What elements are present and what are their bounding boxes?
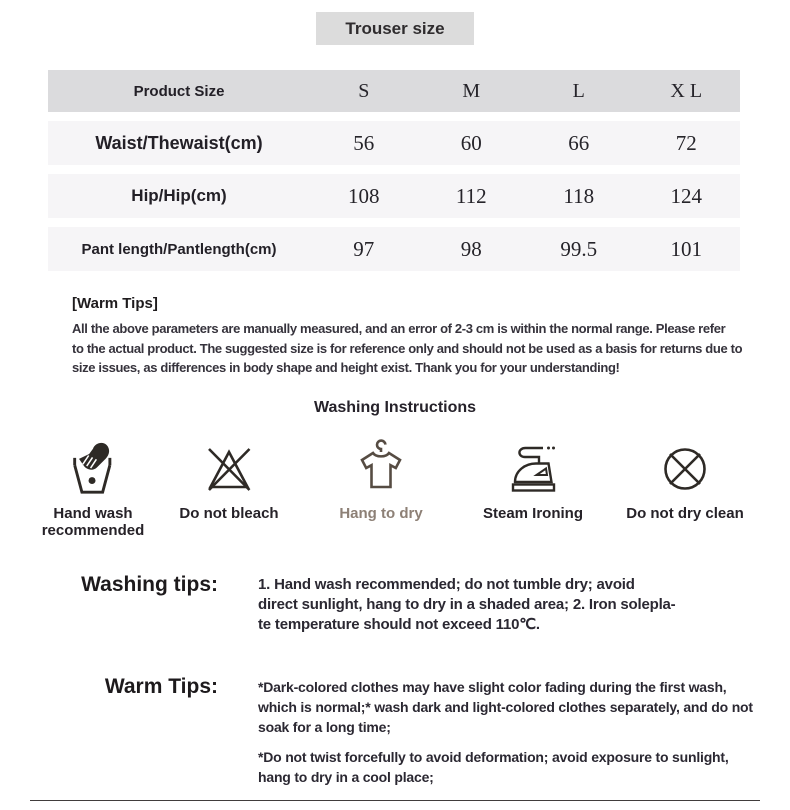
note-line: to the actual product. The suggested size is for reference only and should not be used as a basis for returns due to	[72, 340, 743, 356]
cell-value: 98	[460, 236, 482, 261]
care-item-steam-ironing	[458, 438, 608, 539]
hang-to-dry-icon	[353, 438, 409, 500]
cell-value: 60	[460, 130, 482, 155]
warm-tips-line: soak for a long time;	[258, 718, 391, 735]
washing-tips-section	[0, 573, 790, 635]
care-label: Hand wash recommended	[41, 504, 145, 539]
table-row-waist	[48, 121, 740, 165]
warm-tips-paragraph	[258, 677, 753, 737]
row-label: Pant length/Pantlength(cm)	[81, 240, 277, 258]
cell-value: 56	[353, 130, 375, 155]
size-chart-title: Trouser size	[316, 12, 474, 45]
care-label: Do not dry clean	[626, 504, 744, 522]
washing-tips-line: direct sunlight, hang to dry in a shaded area; 2. Iron solepla-	[258, 595, 676, 613]
warm-tips-paragraph	[258, 747, 753, 787]
cell-value: 108	[348, 183, 380, 208]
warm-tips-line: hang to dry in a cool place;	[258, 768, 434, 785]
steam-ironing-icon	[503, 438, 563, 500]
hand-wash-icon	[66, 438, 120, 500]
warm-tips-note	[72, 295, 770, 378]
bottom-divider	[30, 800, 760, 801]
do-not-dry-clean-icon	[656, 438, 714, 500]
cell-value: 97	[353, 236, 375, 261]
washing-tips-body	[258, 573, 675, 635]
care-label: Hang to dry	[339, 504, 423, 522]
washing-tips-heading: Washing tips:	[81, 572, 218, 596]
table-header-label: Product Size	[133, 82, 225, 100]
cell-value: 118	[563, 183, 595, 208]
note-line: size issues, as differences in body shape and height exist. Thank you for your understanding!	[72, 360, 620, 375]
washing-tips-line: te temperature should not exceed 110℃.	[258, 615, 540, 633]
warm-tips-line: *Dark-colored clothes may have slight color fading during the first wash,	[258, 678, 727, 695]
table-row-pant-length	[48, 227, 740, 271]
washing-instructions-heading: Washing Instructions	[313, 398, 477, 416]
cell-value: 101	[670, 236, 702, 261]
cell-value: 72	[675, 130, 697, 155]
warm-tips-section	[0, 675, 790, 787]
table-header-row	[48, 70, 740, 112]
size-table	[48, 70, 740, 271]
warm-tips-line: *Do not twist forcefully to avoid deformation; avoid exposure to sunlight,	[258, 748, 729, 765]
do-not-bleach-icon	[201, 438, 257, 500]
care-label: Steam Ironing	[482, 504, 583, 522]
cell-value: 124	[670, 183, 702, 208]
table-row-hip	[48, 174, 740, 218]
warm-tips-body	[258, 675, 753, 787]
care-item-do-not-dry-clean	[610, 438, 760, 539]
row-label: Hip/Hip(cm)	[131, 186, 227, 205]
warm-tips-line: which is normal;* wash dark and light-colored clothes separately, and do not	[258, 698, 753, 715]
cell-value: 99.5	[560, 236, 598, 261]
warm-tips-note-heading: [Warm Tips]	[72, 295, 158, 312]
column-header-xl: X L	[670, 79, 703, 102]
note-line: All the above parameters are manually measured, and an error of 2-3 cm is within the normal range. Please refer	[72, 321, 726, 336]
column-header-l: L	[572, 79, 585, 102]
washing-tips-line: 1. Hand wash recommended; do not tumble dry; avoid	[258, 575, 635, 593]
warm-tips-heading: Warm Tips:	[104, 674, 218, 698]
care-item-hang-to-dry	[306, 438, 456, 539]
cell-value: 112	[455, 183, 487, 208]
care-item-hand-wash	[34, 438, 152, 539]
cell-value: 66	[568, 130, 590, 155]
row-label: Waist/Thewaist(cm)	[95, 132, 263, 153]
warm-tips-note-body	[72, 319, 770, 378]
care-label: Do not bleach	[179, 504, 279, 522]
column-header-s: S	[358, 79, 370, 102]
care-item-do-not-bleach	[154, 438, 304, 539]
care-symbols-row	[34, 438, 760, 539]
column-header-m: M	[462, 79, 481, 102]
